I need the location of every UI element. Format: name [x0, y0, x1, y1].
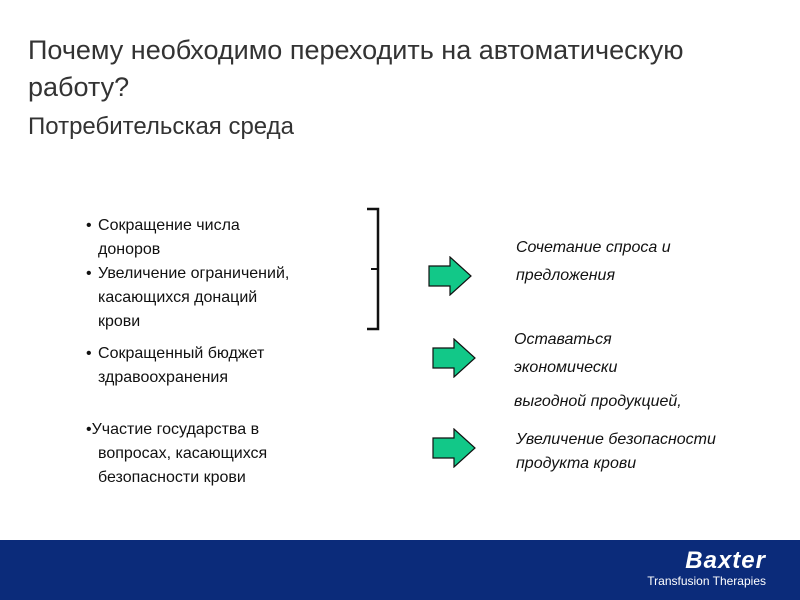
baxter-logo: [647, 548, 766, 588]
left-item-line: крови: [98, 313, 141, 330]
right-item-line: выгодной продукцией,: [514, 393, 682, 410]
left-item-line: Сокращенный бюджет: [93, 345, 265, 362]
left-item-line: Увеличение ограничений,: [93, 265, 290, 282]
left-item-budget: [86, 342, 264, 390]
left-item-line: Сокращение числа: [93, 217, 240, 234]
slide-title: Почему необходимо переходить на автоматическую работу?: [28, 35, 684, 102]
left-item-donors: [86, 214, 240, 262]
left-item-line: доноров: [98, 241, 161, 258]
logo-subtitle: Transfusion Therapies: [647, 574, 766, 588]
right-item-supply-demand: [516, 236, 671, 288]
bullet: •: [86, 265, 92, 282]
left-item-line: здравоохранения: [98, 369, 229, 386]
logo-word: Baxter: [685, 547, 766, 574]
left-item-restrictions: [86, 262, 289, 334]
left-item-line: касающихся донаций: [98, 289, 258, 306]
arrow-right-icon: [432, 338, 476, 378]
bracket-shape: [366, 207, 382, 331]
right-item-line: продукта крови: [516, 455, 637, 472]
left-item-line: Участие государства в: [91, 421, 260, 438]
right-item-line: Увеличение безопасности: [516, 431, 716, 448]
right-item-line: экономически: [514, 359, 618, 376]
bullet: •: [86, 345, 92, 362]
right-item-line: Оставаться: [514, 331, 612, 348]
bullet: •: [86, 421, 92, 438]
arrow-right-icon: [428, 256, 472, 296]
right-item-economic: [514, 328, 682, 414]
left-item-line: безопасности крови: [98, 469, 246, 486]
slide-subtitle: Потребительская среда: [28, 113, 294, 140]
right-item-safety: [516, 428, 716, 476]
arrow-right-icon: [432, 428, 476, 468]
bullet: •: [86, 217, 92, 234]
right-item-line: Сочетание спроса и: [516, 239, 671, 256]
left-item-government: [86, 418, 267, 490]
left-item-line: вопросах, касающихся: [98, 445, 268, 462]
right-item-line: предложения: [516, 267, 615, 284]
